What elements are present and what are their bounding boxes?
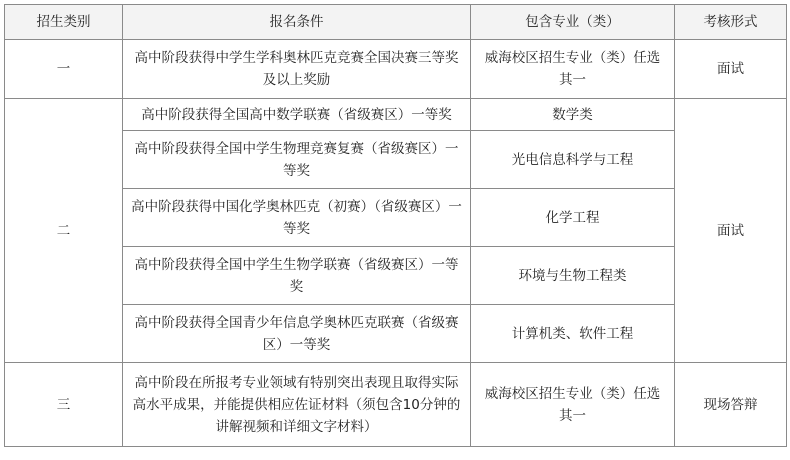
header-assessment: 考核形式	[675, 5, 787, 40]
major-cell: 环境与生物工程类	[471, 247, 675, 305]
condition-cell: 高中阶段获得中学生学科奥林匹克竞赛全国决赛三等奖及以上奖励	[123, 40, 471, 99]
table-row	[5, 305, 787, 363]
major-cell: 计算机类、软件工程	[471, 305, 675, 363]
major-cell: 威海校区招生专业（类）任选其一	[471, 40, 675, 99]
condition-cell: 高中阶段在所报考专业领域有特别突出表现且取得实际高水平成果，并能提供相应佐证材料（须包含10分钟的讲解视频和详细文字材料）	[123, 363, 471, 447]
major-cell: 化学工程	[471, 189, 675, 247]
condition-cell: 高中阶段获得全国中学生物理竞赛复赛（省级赛区）一等奖	[123, 131, 471, 189]
major-cell: 数学类	[471, 99, 675, 131]
assessment-cell: 面试	[675, 40, 787, 99]
header-category: 招生类别	[5, 5, 123, 40]
table-row	[5, 189, 787, 247]
table-row	[5, 131, 787, 189]
condition-cell: 高中阶段获得全国高中数学联赛（省级赛区）一等奖	[123, 99, 471, 131]
admission-table	[4, 4, 787, 447]
assessment-cell: 现场答辩	[675, 363, 787, 447]
major-cell: 光电信息科学与工程	[471, 131, 675, 189]
table-row	[5, 247, 787, 305]
condition-cell: 高中阶段获得全国中学生生物学联赛（省级赛区）一等奖	[123, 247, 471, 305]
assessment-cell: 面试	[675, 99, 787, 363]
table-row	[5, 40, 787, 99]
condition-cell: 高中阶段获得中国化学奥林匹克（初赛）（省级赛区）一等奖	[123, 189, 471, 247]
header-row	[5, 5, 787, 40]
category-cell: 二	[5, 99, 123, 363]
header-major: 包含专业（类）	[471, 5, 675, 40]
condition-cell: 高中阶段获得全国青少年信息学奥林匹克联赛（省级赛区）一等奖	[123, 305, 471, 363]
header-condition: 报名条件	[123, 5, 471, 40]
category-cell: 一	[5, 40, 123, 99]
category-cell: 三	[5, 363, 123, 447]
table-row	[5, 99, 787, 131]
major-cell: 威海校区招生专业（类）任选其一	[471, 363, 675, 447]
table-row	[5, 363, 787, 447]
